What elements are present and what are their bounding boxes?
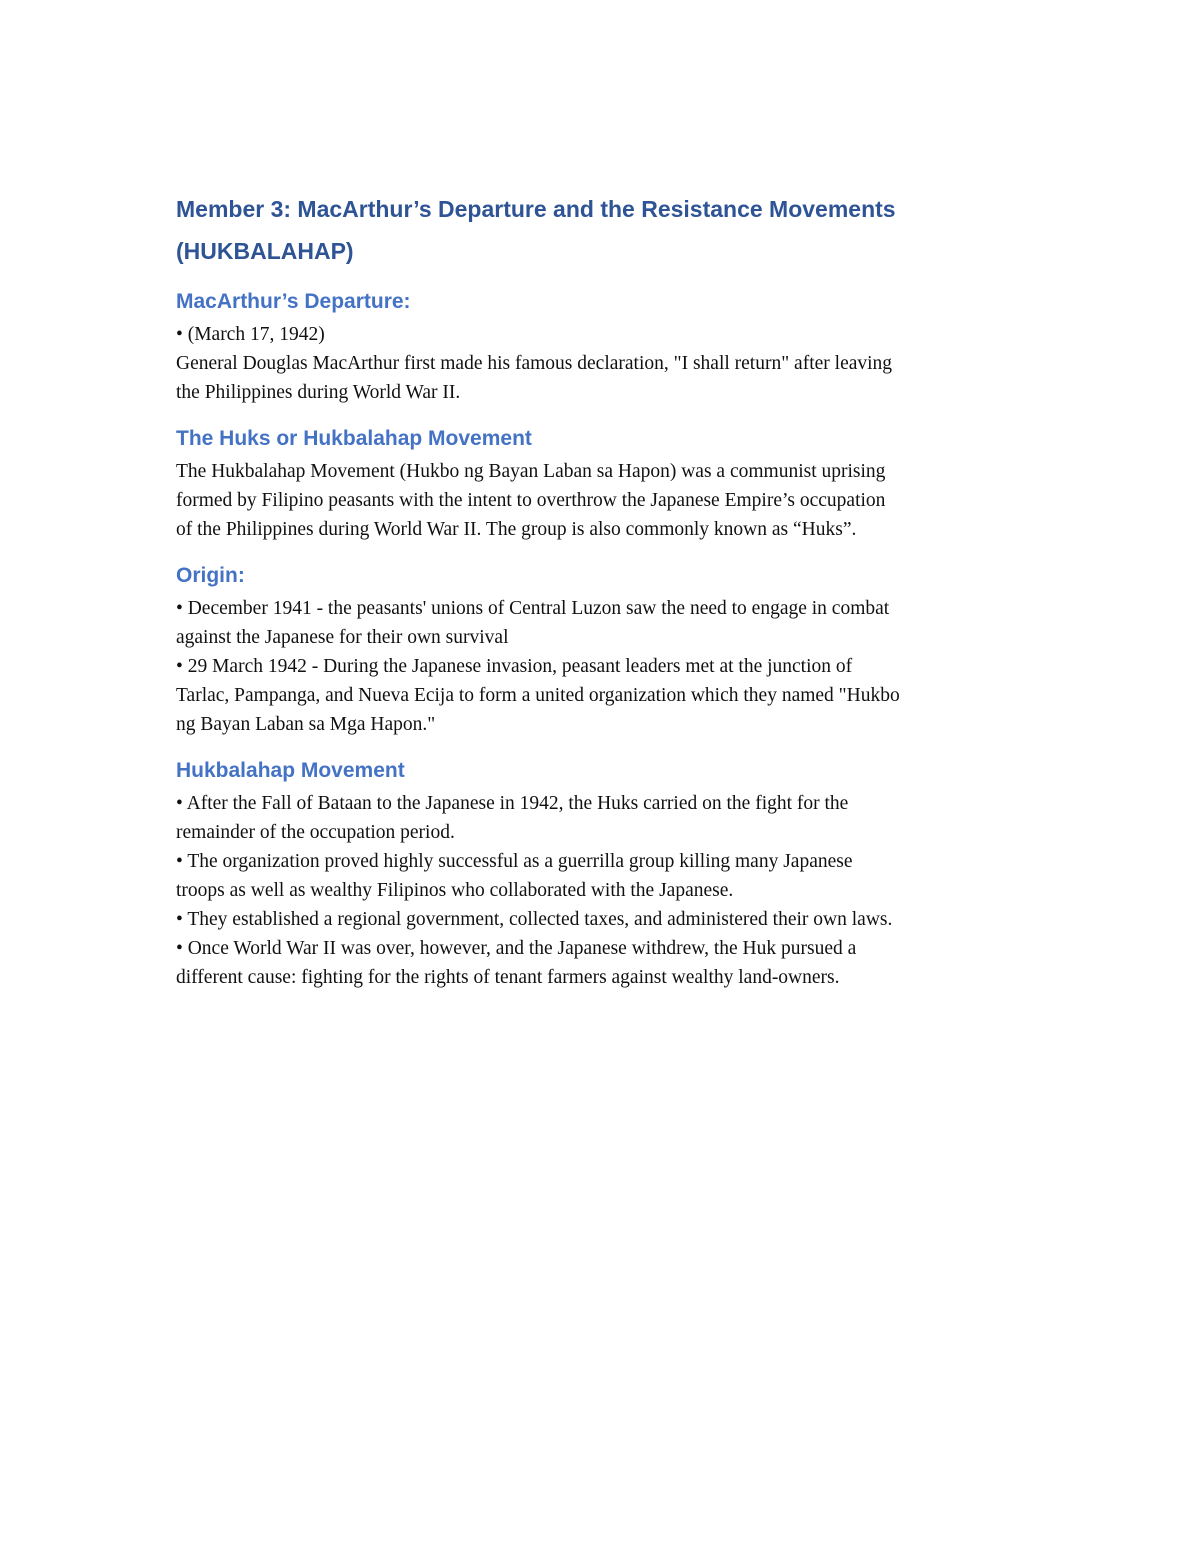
section-origin — [176, 562, 1036, 739]
text-line: • Once World War II was over, however, and the Japanese withdrew, the Huk pursued a — [176, 938, 857, 959]
text-line: • After the Fall of Bataan to the Japanese in 1942, the Huks carried on the fight for the — [176, 793, 849, 814]
section-heading: Origin: — [176, 564, 245, 587]
section-body — [176, 594, 1036, 739]
text-line: of the Philippines during World War II. The group is also commonly known as “Huks”. — [176, 519, 857, 540]
text-line: Tarlac, Pampanga, and Nueva Ecija to form a united organization which they named "Hukbo — [176, 685, 900, 706]
section-body — [176, 457, 1036, 544]
text-line: • The organization proved highly successful as a guerrilla group killing many Japanese — [176, 851, 853, 872]
text-line: The Hukbalahap Movement (Hukbo ng Bayan Laban sa Hapon) was a communist uprising — [176, 461, 886, 482]
text-line: General Douglas MacArthur first made his famous declaration, "I shall return" after leaving — [176, 353, 893, 374]
text-line: ng Bayan Laban sa Mga Hapon." — [176, 714, 436, 735]
section-body — [176, 320, 1036, 407]
text-line: • (March 17, 1942) — [176, 324, 325, 345]
section-heading: Hukbalahap Movement — [176, 759, 405, 782]
text-line: • They established a regional government, collected taxes, and administered their own laws. — [176, 909, 893, 930]
section-body — [176, 789, 1036, 992]
document-title — [176, 188, 1036, 272]
title-line-1: Member 3: MacArthur’s Departure and the Resistance Movements — [176, 196, 896, 222]
text-line: troops as well as wealthy Filipinos who collaborated with the Japanese. — [176, 880, 734, 901]
text-line: against the Japanese for their own survival — [176, 627, 509, 648]
section-macarthur-departure — [176, 288, 1036, 407]
text-line: • December 1941 - the peasants' unions of Central Luzon saw the need to engage in combat — [176, 598, 890, 619]
text-line: • 29 March 1942 - During the Japanese invasion, peasant leaders met at the junction of — [176, 656, 853, 677]
document-page — [176, 188, 1036, 1010]
text-line: remainder of the occupation period. — [176, 822, 455, 843]
title-line-2: (HUKBALAHAP) — [176, 238, 354, 264]
section-heading: MacArthur’s Departure: — [176, 290, 411, 313]
text-line: the Philippines during World War II. — [176, 382, 461, 403]
section-hukbalahap-movement — [176, 757, 1036, 992]
section-heading: The Huks or Hukbalahap Movement — [176, 427, 532, 450]
section-huks — [176, 425, 1036, 544]
text-line: formed by Filipino peasants with the intent to overthrow the Japanese Empire’s occupation — [176, 490, 886, 511]
text-line: different cause: fighting for the rights of tenant farmers against wealthy land-owners. — [176, 967, 840, 988]
